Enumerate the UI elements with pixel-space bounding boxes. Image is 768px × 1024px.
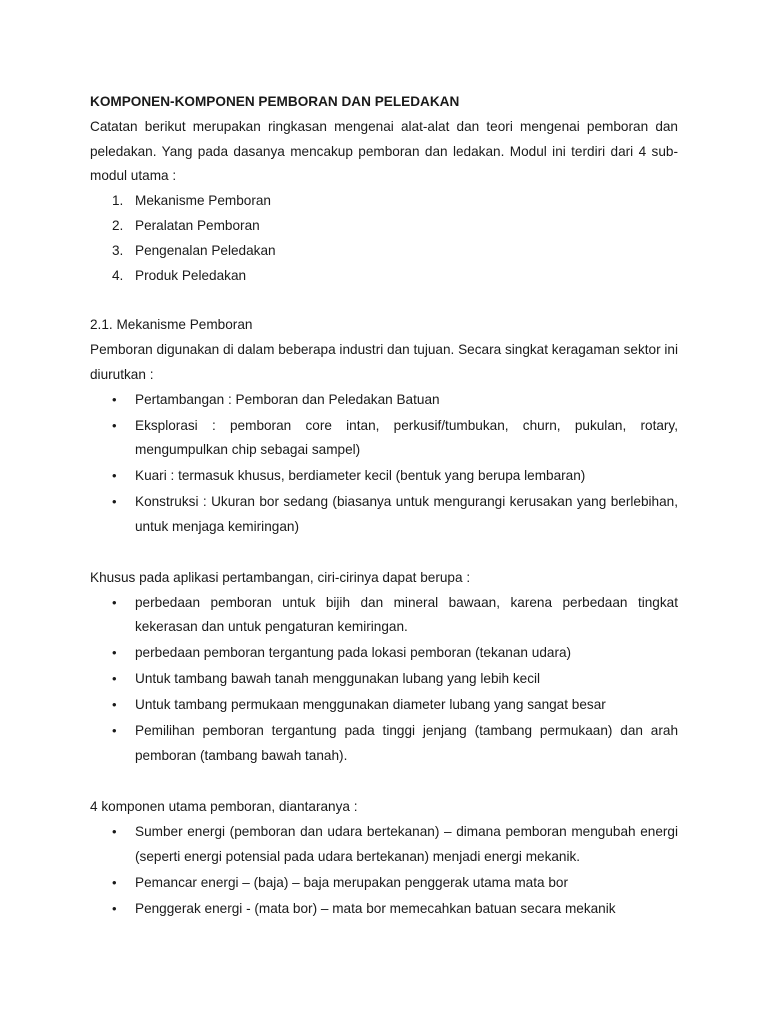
list-item-text: Kuari : termasuk khusus, berdiameter kecil (bentuk yang berupa lembaran): [135, 468, 586, 484]
document-title: KOMPONEN-KOMPONEN PEMBORAN DAN PELEDAKAN: [90, 94, 460, 109]
mining-feature-list: [90, 591, 678, 769]
bullet-icon: •: [112, 645, 117, 661]
bullet-icon: •: [112, 697, 117, 713]
list-item-text: perbedaan pemboran tergantung pada lokasi pemboran (tekanan udara): [135, 645, 572, 661]
list-item: [90, 239, 678, 264]
list-item-text: Sumber energi (pemboran dan udara bertekanan) – dimana pemboran mengubah energi (seperti energi potensial pada udara bertekanan) menjadi energi mekanik.: [135, 823, 678, 864]
list-item: [90, 388, 678, 413]
bullet-icon: •: [112, 391, 117, 407]
list-item-text: Mekanisme Pemboran: [135, 193, 271, 209]
bullet-icon: •: [112, 494, 117, 510]
list-number: 1.: [112, 193, 124, 209]
list-item-text: Pertambangan : Pemboran dan Peledakan Batuan: [135, 391, 440, 407]
bullet-icon: •: [112, 468, 117, 484]
bullet-icon: •: [112, 723, 117, 739]
list-item: [90, 693, 678, 718]
sector-list: [90, 388, 678, 540]
list-item: [90, 820, 678, 870]
section-intro: Pemboran digunakan di dalam beberapa industri dan tujuan. Secara singkat keragaman sektor ini diurutkan :: [90, 341, 678, 382]
list-item: [90, 264, 678, 289]
list-item: [90, 871, 678, 896]
components-intro: 4 komponen utama pemboran, diantaranya :: [90, 799, 358, 814]
bullet-icon: •: [112, 900, 117, 916]
list-item: [90, 214, 678, 239]
list-item: [90, 591, 678, 641]
mining-intro: Khusus pada aplikasi pertambangan, ciri-cirinya dapat berupa :: [90, 569, 471, 585]
module-list: [90, 189, 678, 288]
list-item-text: Pemilihan pemboran tergantung pada tinggi jenjang (tambang permukaan) dan arah pemboran (tambang bawah tanah).: [135, 723, 678, 764]
bullet-icon: •: [112, 417, 117, 433]
list-item-text: perbedaan pemboran untuk bijih dan mineral bawaan, karena perbedaan tingkat kekerasan dan untuk pengaturan kemiringan.: [135, 594, 678, 635]
list-number: 2.: [112, 217, 124, 233]
component-list: [90, 820, 678, 922]
section-heading: 2.1. Mekanisme Pemboran: [90, 317, 253, 333]
list-number: 4.: [112, 267, 124, 283]
bullet-icon: •: [112, 823, 117, 839]
list-item-text: Eksplorasi : pemboran core intan, perkusif/tumbukan, churn, pukulan, rotary, mengumpulkan chip sebagai sampel): [135, 417, 678, 458]
list-item-text: Untuk tambang bawah tanah menggunakan lubang yang lebih kecil: [135, 671, 541, 687]
list-item: [90, 719, 678, 769]
list-item: [90, 189, 678, 214]
list-number: 3.: [112, 242, 124, 258]
bullet-icon: •: [112, 874, 117, 890]
intro-paragraph: Catatan berikut merupakan ringkasan mengenai alat-alat dan teori mengenai pemboran dan peledakan. Yang pada dasanya mencakup pemboran dan ledakan. Modul ini terdiri dari 4 sub-modul utama :: [90, 118, 678, 184]
list-item-text: Produk Peledakan: [135, 267, 247, 283]
list-item-text: Peralatan Pemboran: [135, 217, 260, 233]
list-item: [90, 641, 678, 666]
list-item-text: Konstruksi : Ukuran bor sedang (biasanya untuk mengurangi kerusakan yang berlebihan, untuk menjaga kemiringan): [135, 494, 678, 535]
list-item-text: Untuk tambang permukaan menggunakan diameter lubang yang sangat besar: [135, 697, 606, 713]
document-page: [90, 90, 678, 923]
list-item: [90, 490, 678, 540]
list-item-text: Pengenalan Peledakan: [135, 242, 276, 258]
list-item-text: Pemancar energi – (baja) – baja merupakan penggerak utama mata bor: [135, 874, 568, 890]
bullet-icon: •: [112, 671, 117, 687]
list-item: [90, 667, 678, 692]
list-item: [90, 464, 678, 489]
list-item-text: Penggerak energi - (mata bor) – mata bor memecahkan batuan secara mekanik: [135, 900, 616, 916]
list-item: [90, 897, 678, 922]
bullet-icon: •: [112, 594, 117, 610]
list-item: [90, 414, 678, 464]
